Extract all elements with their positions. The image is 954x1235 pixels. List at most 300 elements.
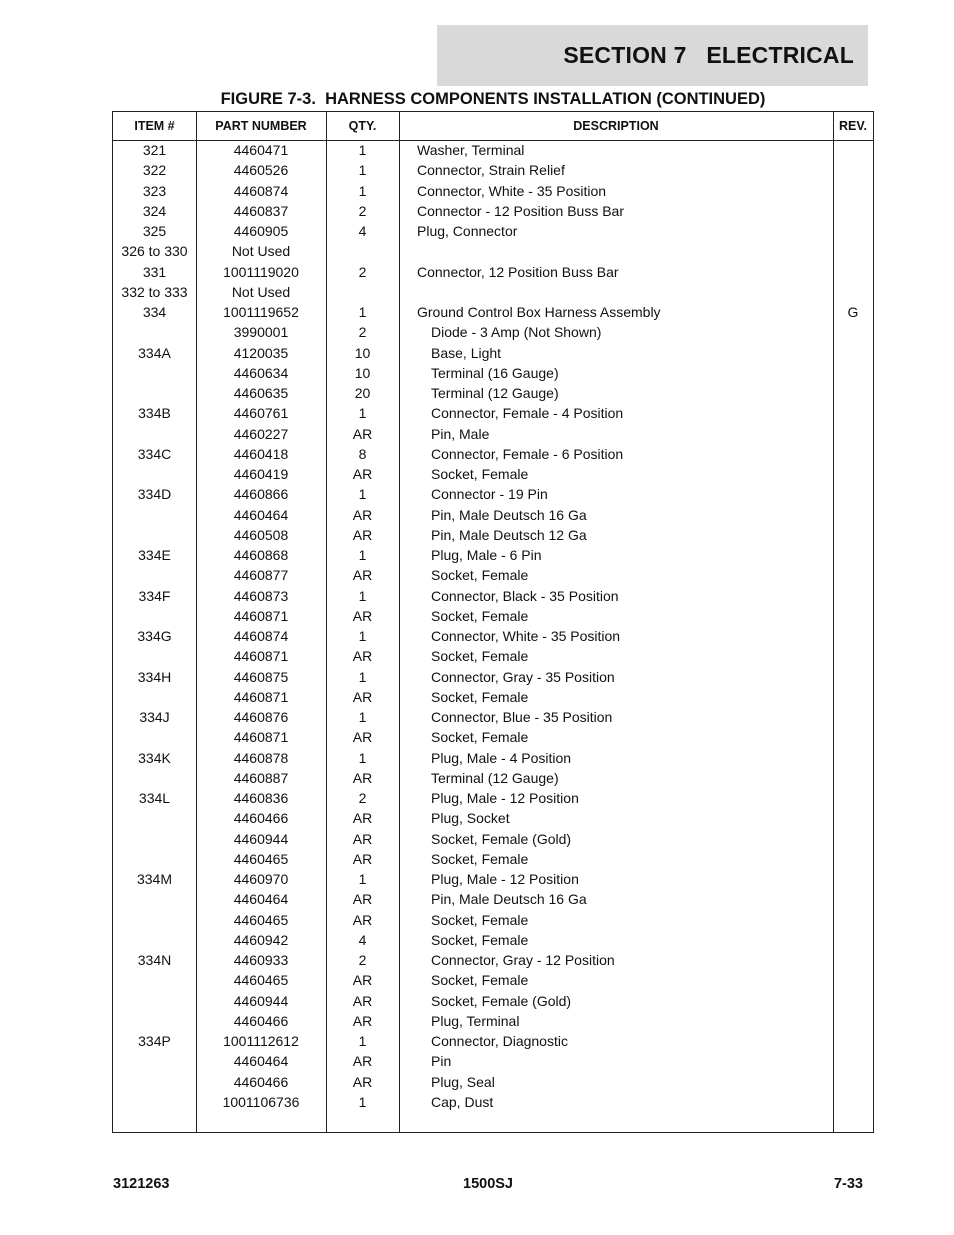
table-row	[113, 484, 873, 504]
cell-description: Pin, Male Deutsch 16 Ga	[431, 891, 587, 908]
cell-qty: AR	[352, 526, 373, 543]
cell-part-number: 1001119652	[223, 304, 299, 320]
cell-part-number: 4460875	[233, 668, 289, 685]
cell-item: 325	[142, 223, 167, 239]
cell-part-number: 4460905	[233, 223, 289, 239]
cell-rev	[833, 403, 873, 423]
cell-qty: 1	[358, 182, 367, 199]
cell-rev	[833, 464, 873, 484]
cell-qty: 2	[358, 263, 367, 280]
cell-qty: AR	[352, 891, 373, 908]
cell-item	[113, 910, 196, 930]
table-row	[113, 1072, 873, 1092]
cell-rev	[833, 1092, 873, 1112]
table-row	[113, 606, 873, 626]
cell-qty: AR	[352, 992, 373, 1009]
cell-qty: AR	[352, 1012, 373, 1029]
table-row	[113, 869, 873, 889]
table-row	[113, 727, 873, 747]
cell-description: Diode - 3 Amp (Not Shown)	[431, 324, 602, 341]
cell-rev	[833, 889, 873, 909]
cell-qty: 10	[354, 364, 371, 381]
cell-item: 322	[142, 162, 167, 179]
cell-description: Connector, Strain Relief	[417, 162, 565, 179]
cell-rev	[833, 727, 873, 747]
table-row	[113, 1092, 873, 1112]
cell-qty: 20	[354, 385, 371, 401]
cell-rev	[833, 646, 873, 666]
cell-description: Socket, Female	[431, 931, 529, 948]
cell-qty: 2	[358, 324, 367, 341]
cell-rev	[833, 383, 873, 403]
cell-item	[113, 768, 196, 788]
cell-part-number: 4460970	[233, 871, 289, 887]
cell-part-number: 4460465	[233, 850, 289, 867]
cell-part-number: 4460944	[233, 992, 289, 1009]
cell-description: Ground Control Box Harness Assembly	[417, 304, 661, 320]
page-number: 7-33	[833, 1176, 863, 1192]
table-row	[113, 424, 873, 444]
cell-item: 334	[142, 304, 167, 320]
cell-rev	[833, 322, 873, 342]
cell-qty: AR	[352, 425, 373, 442]
table-row	[113, 201, 873, 221]
cell-item	[113, 363, 196, 383]
cell-rev	[833, 565, 873, 585]
cell-item: 321	[142, 142, 167, 158]
figure-title: FIGURE 7-3. HARNESS COMPONENTS INSTALLATION (CONTINUED)	[220, 90, 766, 108]
cell-qty: 1	[358, 871, 367, 887]
cell-description: Connector - 19 Pin	[431, 486, 548, 503]
cell-rev	[833, 768, 873, 788]
cell-part-number: 4460761	[233, 405, 289, 422]
cell-qty: 10	[354, 344, 371, 361]
table-row	[113, 525, 873, 545]
cell-part-number: 4460944	[233, 830, 289, 847]
cell-part-number: 4460526	[233, 162, 289, 179]
cell-description: Plug, Male - 12 Position	[431, 790, 579, 806]
cell-part-number: 4460866	[233, 486, 289, 503]
cell-description: Socket, Female	[431, 972, 529, 989]
table-body	[113, 140, 873, 1112]
cell-qty: 1	[358, 709, 367, 725]
cell-description: Socket, Female	[431, 567, 529, 584]
cell-qty: AR	[352, 1073, 373, 1090]
cell-qty: AR	[352, 850, 373, 867]
cell-rev	[833, 687, 873, 707]
cell-item	[113, 849, 196, 869]
cell-rev	[833, 424, 873, 444]
cell-part-number: 3990001	[233, 324, 289, 341]
cell-qty	[326, 282, 399, 302]
cell-qty: 1	[358, 405, 367, 422]
cell-rev	[833, 970, 873, 990]
cell-description: Socket, Female	[431, 466, 529, 482]
table-row	[113, 241, 873, 261]
cell-item	[113, 829, 196, 849]
cell-item: 334K	[138, 749, 171, 766]
cell-item	[113, 322, 196, 342]
cell-description: Connector, White - 35 Position	[431, 628, 621, 644]
cell-rev	[833, 950, 873, 970]
cell-qty: AR	[352, 648, 373, 665]
cell-part-number: Not Used	[231, 243, 291, 260]
cell-rev	[833, 586, 873, 606]
cell-rev	[833, 343, 873, 363]
cell-item: 334G	[137, 628, 172, 644]
cell-rev	[833, 282, 873, 302]
cell-qty	[326, 241, 399, 261]
cell-part-number: 4460465	[233, 972, 289, 989]
cell-item	[113, 991, 196, 1011]
table-row	[113, 403, 873, 423]
cell-rev	[833, 1011, 873, 1031]
cell-rev	[833, 606, 873, 626]
table-row	[113, 221, 873, 241]
cell-item	[113, 525, 196, 545]
cell-qty: 1	[358, 304, 367, 320]
doc-number: 3121263	[113, 1176, 170, 1192]
cell-part-number: 4460868	[233, 547, 289, 563]
cell-qty: 1	[358, 142, 367, 158]
table-row	[113, 849, 873, 869]
model-name: 1500SJ	[463, 1176, 513, 1192]
cell-qty: AR	[352, 567, 373, 584]
cell-description: Connector, Gray - 12 Position	[431, 952, 615, 968]
cell-part-number: 4460466	[233, 1012, 289, 1029]
cell-description	[399, 282, 851, 302]
cell-item	[113, 687, 196, 707]
table-row	[113, 383, 873, 403]
cell-item: 324	[142, 202, 167, 219]
table-row	[113, 565, 873, 585]
cell-part-number: 4120035	[233, 344, 289, 361]
cell-description: Connector, 12 Position Buss Bar	[417, 263, 619, 280]
cell-part-number: 4460466	[233, 1073, 289, 1090]
table-row	[113, 788, 873, 808]
table-row	[113, 545, 873, 565]
cell-description: Connector - 12 Position Buss Bar	[417, 202, 624, 219]
cell-qty: AR	[352, 972, 373, 989]
cell-part-number: 4460933	[233, 952, 289, 968]
cell-part-number: 4460418	[233, 445, 289, 462]
cell-rev	[833, 930, 873, 950]
cell-rev	[833, 1072, 873, 1092]
cell-part-number: 4460508	[233, 526, 289, 543]
cell-item	[113, 606, 196, 626]
cell-qty: 1	[358, 668, 367, 685]
cell-item: 334C	[137, 445, 172, 462]
cell-description: Connector, White - 35 Position	[417, 182, 607, 199]
cell-description: Plug, Male - 12 Position	[431, 871, 579, 887]
cell-description: Socket, Female	[431, 648, 529, 665]
header-part-number: PART NUMBER	[215, 119, 307, 133]
header-item: ITEM #	[134, 119, 175, 133]
cell-item	[113, 1051, 196, 1071]
cell-qty: 1	[358, 486, 367, 503]
table-row	[113, 140, 873, 160]
cell-item	[113, 646, 196, 666]
cell-rev	[833, 545, 873, 565]
table-row	[113, 930, 873, 950]
cell-item	[113, 727, 196, 747]
cell-item	[113, 505, 196, 525]
table-row	[113, 1051, 873, 1071]
cell-description: Socket, Female (Gold)	[431, 992, 572, 1009]
cell-rev	[833, 1051, 873, 1071]
cell-qty: 1	[358, 587, 367, 604]
cell-rev	[833, 241, 873, 261]
cell-part-number: 4460419	[233, 466, 289, 482]
cell-part-number: 4460871	[233, 729, 289, 746]
cell-item	[113, 1092, 196, 1112]
table-row	[113, 160, 873, 180]
cell-rev	[833, 808, 873, 828]
cell-part-number: 4460874	[233, 182, 289, 199]
cell-rev	[833, 869, 873, 889]
cell-qty: AR	[352, 830, 373, 847]
cell-item	[113, 930, 196, 950]
cell-rev	[833, 788, 873, 808]
table-row	[113, 586, 873, 606]
table-row	[113, 970, 873, 990]
cell-rev: G	[847, 304, 859, 320]
cell-item	[113, 383, 196, 403]
cell-description: Socket, Female	[431, 850, 529, 867]
table-row	[113, 910, 873, 930]
cell-description: Socket, Female	[431, 729, 529, 746]
cell-part-number: 4460635	[233, 385, 289, 401]
cell-rev	[833, 525, 873, 545]
table-row	[113, 464, 873, 484]
cell-description: Cap, Dust	[431, 1093, 494, 1110]
table-row	[113, 626, 873, 646]
cell-part-number: 4460871	[233, 688, 289, 705]
cell-qty: 1	[358, 1033, 367, 1049]
cell-description: Socket, Female (Gold)	[431, 830, 572, 847]
cell-qty: AR	[352, 769, 373, 786]
cell-description: Connector, Diagnostic	[431, 1033, 568, 1049]
table-row	[113, 667, 873, 687]
table-row	[113, 707, 873, 727]
table-row	[113, 991, 873, 1011]
cell-item: 334E	[138, 547, 171, 563]
cell-part-number: 1001119020	[223, 263, 299, 280]
cell-part-number: 4460874	[233, 628, 289, 644]
table-row	[113, 505, 873, 525]
cell-item: 323	[142, 182, 167, 199]
cell-rev	[833, 829, 873, 849]
cell-qty: AR	[352, 729, 373, 746]
cell-part-number: 4460464	[233, 891, 289, 908]
cell-item	[113, 889, 196, 909]
cell-description: Socket, Female	[431, 911, 529, 928]
cell-part-number: 4460465	[233, 911, 289, 928]
cell-description: Terminal (16 Gauge)	[431, 364, 559, 381]
cell-item: 332 to 333	[121, 283, 188, 300]
cell-qty: 2	[358, 952, 367, 968]
cell-description: Terminal (12 Gauge)	[431, 385, 559, 401]
table-row	[113, 687, 873, 707]
cell-qty: 8	[358, 445, 367, 462]
cell-item	[113, 1011, 196, 1031]
cell-item	[113, 565, 196, 585]
cell-part-number: 1001112612	[223, 1033, 299, 1049]
cell-qty: 2	[358, 202, 367, 219]
table-header	[113, 112, 873, 141]
cell-rev	[833, 849, 873, 869]
cell-item: 331	[142, 263, 167, 280]
cell-part-number: 4460878	[233, 749, 289, 766]
cell-description: Connector, Black - 35 Position	[431, 587, 619, 604]
cell-item	[113, 808, 196, 828]
cell-item: 326 to 330	[121, 243, 188, 260]
cell-item	[113, 424, 196, 444]
cell-item: 334A	[138, 344, 171, 361]
cell-item	[113, 970, 196, 990]
cell-description: Connector, Female - 6 Position	[431, 445, 624, 462]
table-row	[113, 829, 873, 849]
page-footer	[113, 1176, 863, 1196]
cell-item: 334L	[138, 790, 171, 806]
cell-part-number: 4460836	[233, 790, 289, 806]
cell-rev	[833, 626, 873, 646]
cell-description: Connector, Female - 4 Position	[431, 405, 624, 422]
cell-item: 334H	[137, 668, 172, 685]
cell-rev	[833, 707, 873, 727]
cell-part-number: 4460466	[233, 810, 289, 827]
cell-part-number: 4460464	[233, 506, 289, 523]
cell-item: 334B	[138, 405, 171, 422]
table-row	[113, 768, 873, 788]
parts-table	[112, 111, 874, 1133]
cell-part-number: Not Used	[231, 283, 291, 300]
cell-qty: AR	[352, 466, 373, 482]
cell-rev	[833, 484, 873, 504]
cell-part-number: 4460464	[233, 1053, 289, 1070]
cell-part-number: 4460871	[233, 607, 289, 624]
cell-part-number: 4460873	[233, 587, 289, 604]
table-row	[113, 646, 873, 666]
cell-part-number: 4460942	[233, 931, 289, 948]
table-row	[113, 262, 873, 282]
section-title: SECTION 7 ELECTRICAL	[563, 42, 854, 68]
table-row	[113, 322, 873, 342]
table-row	[113, 950, 873, 970]
cell-qty: 1	[358, 162, 367, 179]
cell-part-number: 4460871	[233, 648, 289, 665]
cell-item: 334N	[137, 952, 172, 968]
cell-description: Washer, Terminal	[417, 142, 525, 158]
cell-description: Pin, Male	[431, 425, 490, 442]
cell-description: Base, Light	[431, 344, 502, 361]
cell-description: Plug, Terminal	[431, 1012, 520, 1029]
header-description: DESCRIPTION	[573, 119, 659, 133]
cell-description: Connector, Blue - 35 Position	[431, 709, 613, 725]
cell-qty: 4	[358, 931, 367, 948]
cell-description	[399, 241, 851, 261]
cell-qty: AR	[352, 607, 373, 624]
table-row	[113, 1031, 873, 1051]
table-row	[113, 808, 873, 828]
cell-part-number: 4460837	[233, 202, 289, 219]
cell-rev	[833, 667, 873, 687]
section-header	[437, 25, 868, 86]
table-row	[113, 181, 873, 201]
cell-qty: AR	[352, 688, 373, 705]
cell-rev	[833, 201, 873, 221]
cell-part-number: 4460877	[233, 567, 289, 584]
cell-description: Plug, Male - 6 Pin	[431, 547, 542, 563]
cell-item: 334P	[138, 1033, 171, 1049]
cell-rev	[833, 160, 873, 180]
cell-rev	[833, 910, 873, 930]
cell-description: Plug, Seal	[431, 1073, 495, 1090]
cell-part-number: 1001106736	[222, 1093, 300, 1110]
cell-description: Pin, Male Deutsch 16 Ga	[431, 506, 587, 523]
table-row	[113, 1011, 873, 1031]
cell-part-number: 4460887	[233, 769, 289, 786]
cell-part-number: 4460471	[233, 142, 289, 158]
cell-qty: AR	[352, 1053, 373, 1070]
cell-description: Pin	[431, 1053, 452, 1070]
cell-item	[113, 464, 196, 484]
cell-qty: 1	[358, 628, 367, 644]
cell-item	[113, 1072, 196, 1092]
table-row	[113, 343, 873, 363]
cell-rev	[833, 221, 873, 241]
cell-description: Plug, Male - 4 Position	[431, 749, 572, 766]
cell-qty: 1	[358, 547, 367, 563]
cell-rev	[833, 1031, 873, 1051]
cell-item: 334J	[139, 709, 170, 725]
cell-part-number: 4460876	[233, 709, 289, 725]
cell-rev	[833, 140, 873, 160]
cell-item: 334D	[137, 486, 172, 503]
cell-qty: 1	[358, 1093, 367, 1110]
cell-item: 334F	[138, 587, 171, 604]
header-qty: QTY.	[348, 119, 377, 133]
cell-description: Plug, Connector	[417, 223, 518, 239]
cell-qty: 1	[358, 749, 367, 766]
cell-description: Socket, Female	[431, 607, 529, 624]
cell-item: 334M	[136, 871, 173, 887]
cell-rev	[833, 991, 873, 1011]
table-row	[113, 282, 873, 302]
cell-description: Pin, Male Deutsch 12 Ga	[431, 526, 587, 543]
cell-qty: AR	[352, 911, 373, 928]
cell-description: Socket, Female	[431, 688, 529, 705]
table-row	[113, 302, 873, 322]
cell-description: Connector, Gray - 35 Position	[431, 668, 615, 685]
header-rev: REV.	[838, 119, 868, 133]
cell-rev	[833, 262, 873, 282]
cell-rev	[833, 505, 873, 525]
table-row	[113, 748, 873, 768]
table-row	[113, 889, 873, 909]
cell-qty: AR	[352, 506, 373, 523]
cell-part-number: 4460634	[233, 364, 289, 381]
cell-part-number: 4460227	[233, 425, 289, 442]
table-row	[113, 444, 873, 464]
cell-rev	[833, 444, 873, 464]
cell-rev	[833, 181, 873, 201]
cell-rev	[833, 748, 873, 768]
cell-qty: 2	[358, 790, 367, 806]
cell-description: Terminal (12 Gauge)	[431, 769, 559, 786]
table-row	[113, 363, 873, 383]
cell-description: Plug, Socket	[431, 810, 510, 827]
